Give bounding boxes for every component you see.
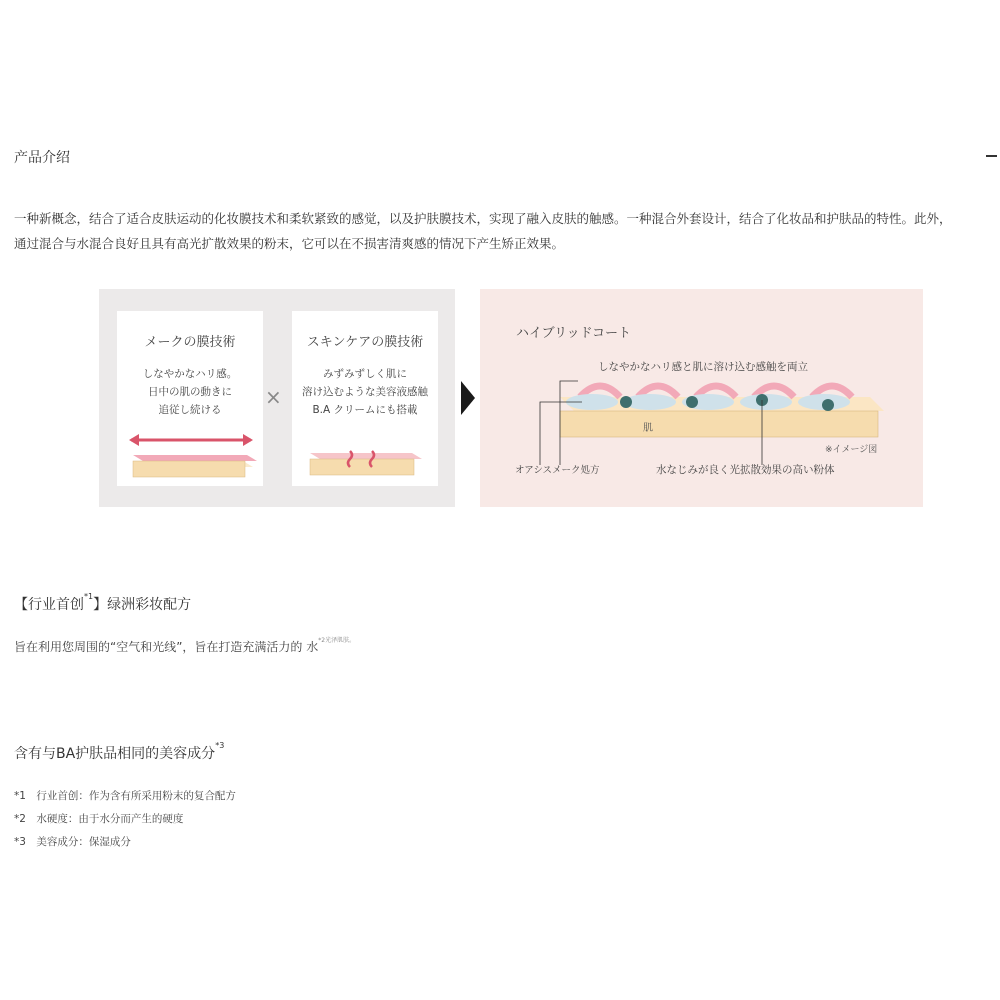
stretch-film-illustration xyxy=(117,431,263,481)
oasis-formula-label: オアシスメーク処方 xyxy=(515,465,600,476)
hybrid-coat-panel xyxy=(480,289,923,507)
makeup-film-card xyxy=(117,311,263,486)
hybrid-coat-title: ハイブリッドコート xyxy=(516,326,632,341)
card-line: 追従し続ける xyxy=(158,404,222,416)
feature-desc-text: 旨在利用您周围的“空气和光线”，旨在打造充满活力的 水 xyxy=(14,640,319,654)
ingredient-heading-text: 含有与BA护肤品相同的美容成分 xyxy=(14,746,216,762)
card-line: しなやかなハリ感。 xyxy=(142,368,238,380)
product-intro xyxy=(14,206,994,256)
times-symbol: × xyxy=(265,385,282,409)
collapse-icon[interactable] xyxy=(986,155,997,157)
card-line: B.A クリームにも搭載 xyxy=(312,404,418,416)
footnote: *3 美容成分：保湿成分 xyxy=(14,836,131,848)
feature-description xyxy=(14,638,355,655)
card-title: スキンケアの膜技術 xyxy=(306,335,424,350)
card-title: メークの膜技術 xyxy=(144,335,236,350)
card-line: 溶け込むような美容液感触 xyxy=(302,386,428,398)
skin-label: 肌 xyxy=(643,423,653,434)
card-body xyxy=(292,365,438,419)
powder-label: 水なじみが良く光拡散効果の高い粉体 xyxy=(656,464,835,476)
section-title: 产品介绍 xyxy=(14,150,70,166)
arrow-right-icon xyxy=(461,381,475,415)
footnote-ref: *2光泽肌肤。 xyxy=(318,637,356,644)
hybrid-coat-subtitle: しなやかなハリ感と肌に溶け込む感触を両立 xyxy=(598,361,808,373)
feature-heading-suffix: 】绿洲彩妆配方 xyxy=(93,597,192,613)
image-note: ※イメージ図 xyxy=(825,445,878,455)
feature-heading xyxy=(14,594,191,614)
technology-panel xyxy=(99,289,455,507)
footnote-ref: *1 xyxy=(84,592,94,602)
card-body xyxy=(117,365,263,419)
footnote: *2 水硬度：由于水分而产生的硬度 xyxy=(14,813,184,825)
footnote-ref: *3 xyxy=(215,741,225,751)
intro-line: 通过混合与水混合良好且具有高光扩散效果的粉末，它可以在不损害清爽感的情况下产生矫正效果。 xyxy=(14,236,565,251)
intro-line: 一种新概念，结合了适合皮肤运动的化妆膜技术和柔软紧致的感觉，以及护肤膜技术，实现了融入皮肤的触感。一种混合外套设计，结合了化妆品和护肤品的特性。此外， xyxy=(14,211,952,226)
footnote: *1 行业首创：作为含有所采用粉末的复合配方 xyxy=(14,790,236,802)
card-line: みずみずしく肌に xyxy=(323,368,407,380)
penetrating-film-illustration xyxy=(292,431,438,481)
skincare-film-card xyxy=(292,311,438,486)
ingredient-heading xyxy=(14,743,224,763)
feature-heading-prefix: 【行业首创 xyxy=(14,597,84,613)
card-line: 日中の肌の動きに xyxy=(148,386,232,398)
